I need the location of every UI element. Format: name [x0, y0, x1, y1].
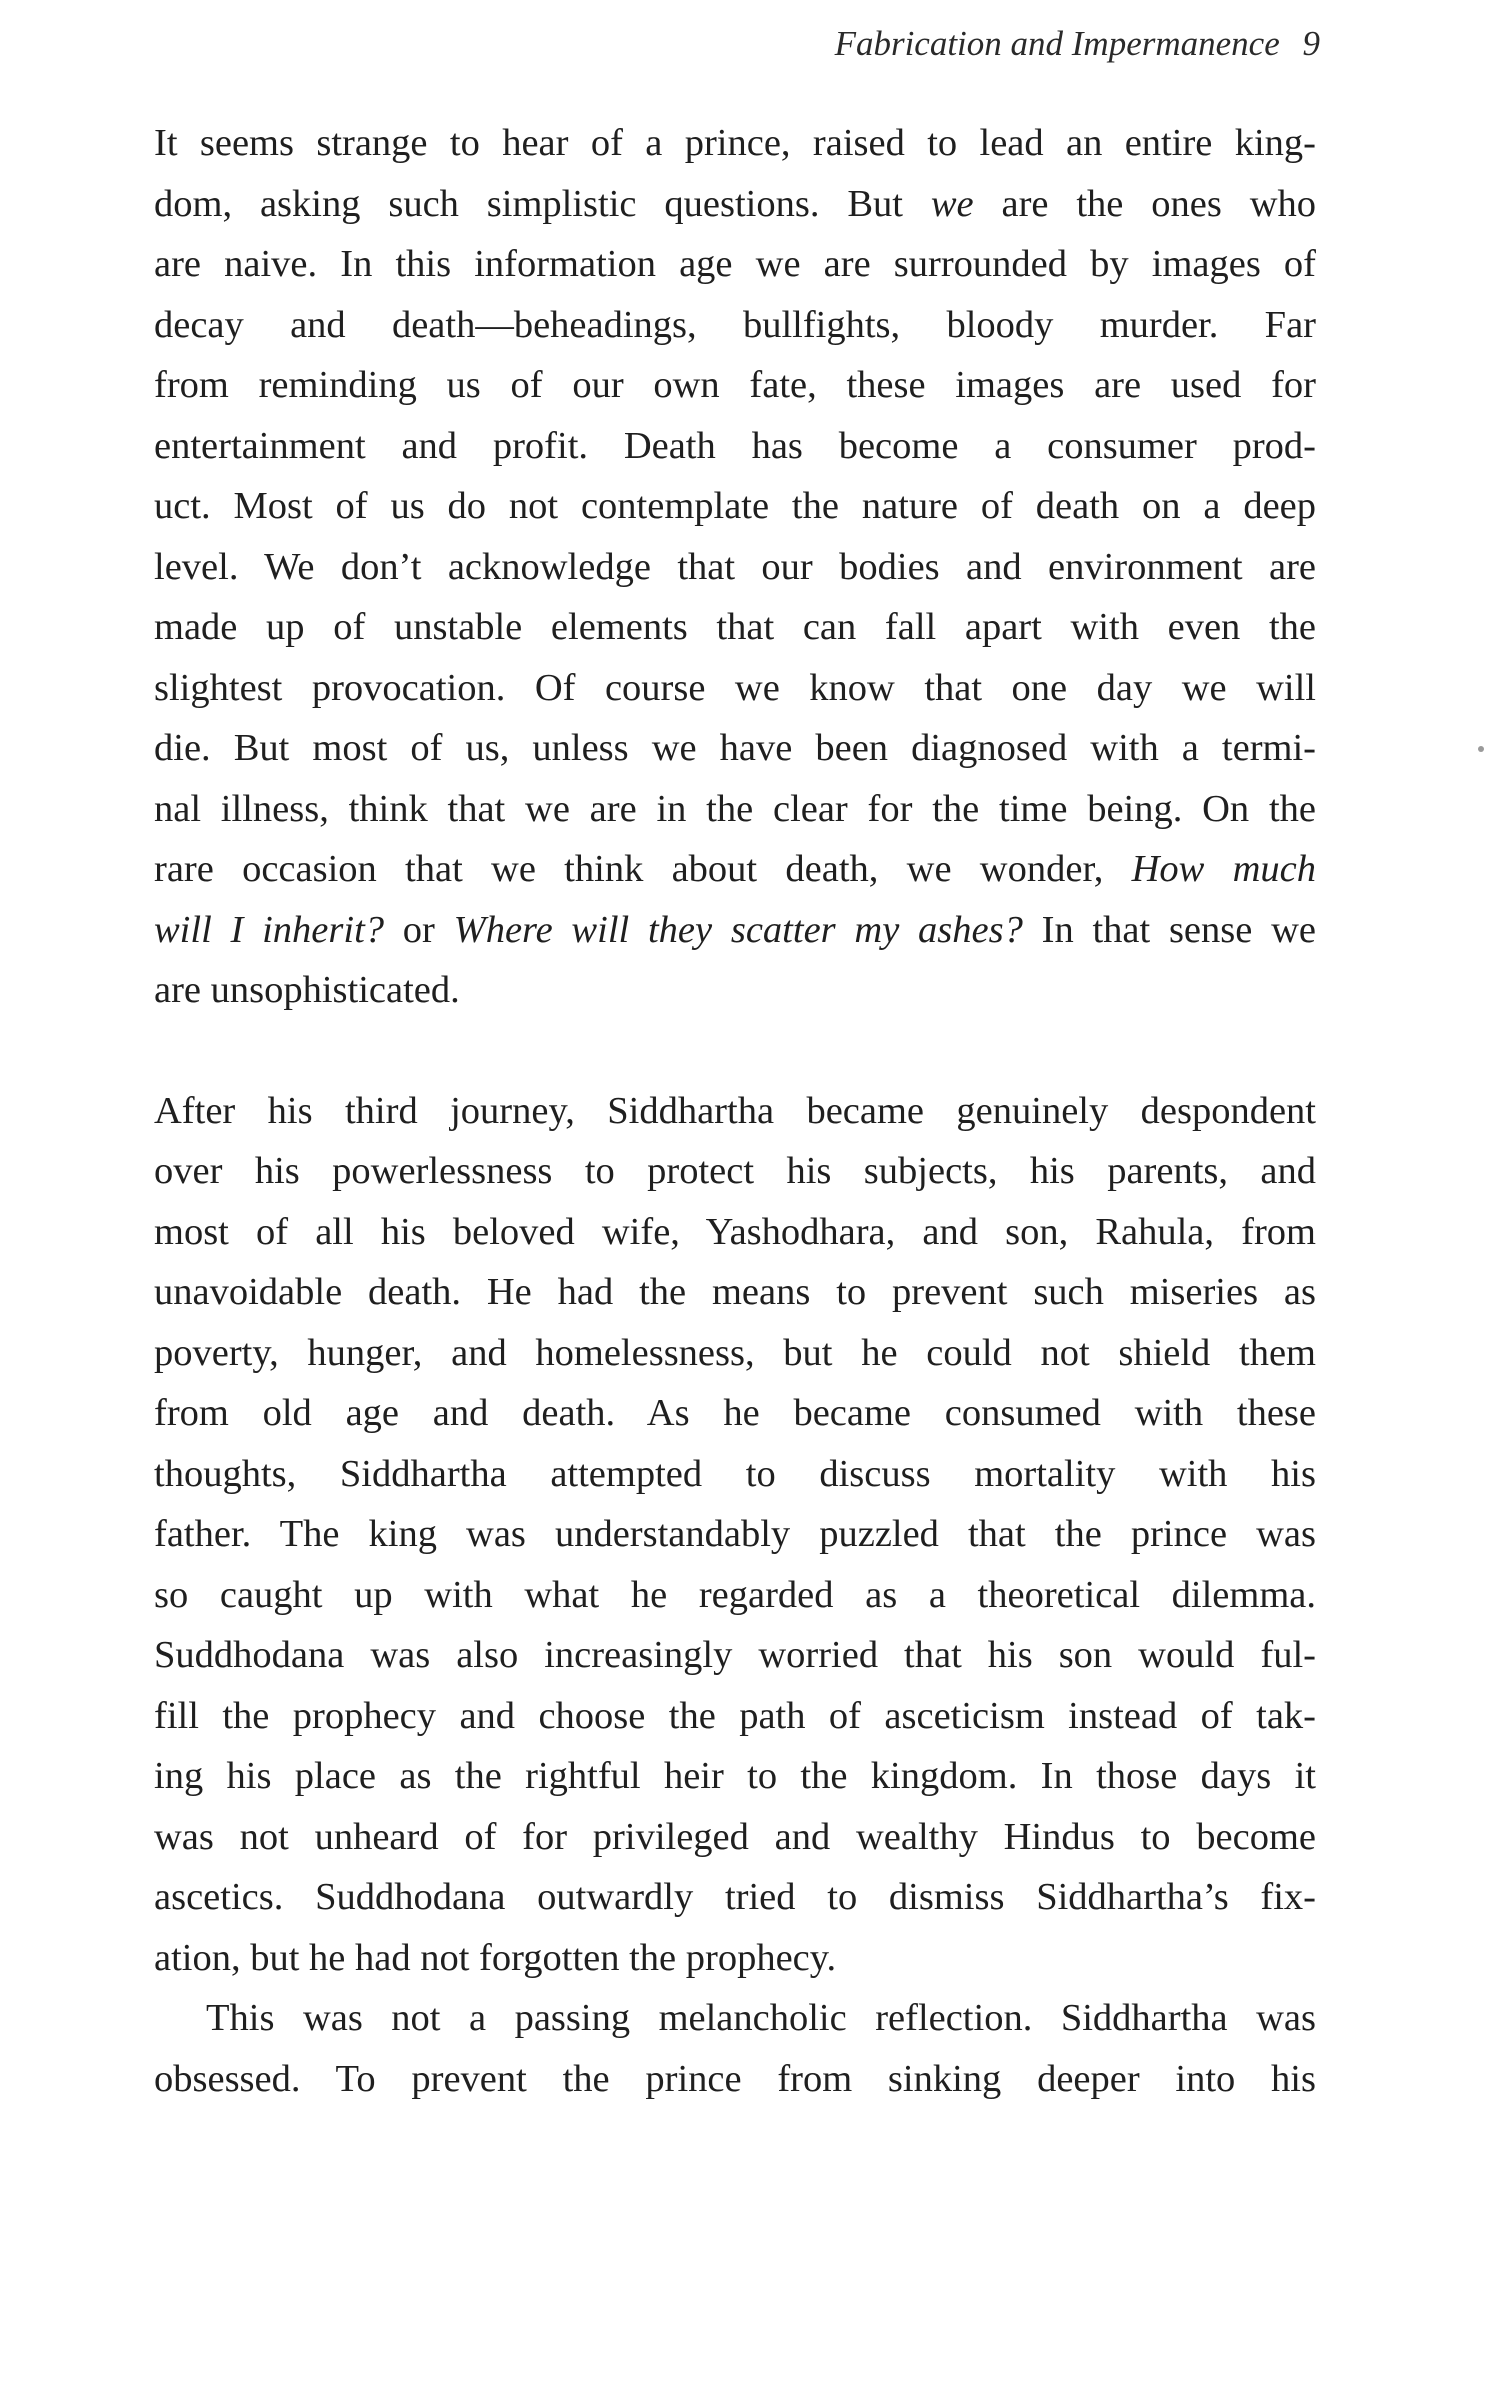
- text-line: level. We don’t acknowledge that our bodies and environment are: [154, 545, 1316, 588]
- text-line: obsessed. To prevent the prince from sinking deeper into his: [154, 2057, 1316, 2100]
- running-head: [150, 22, 1320, 66]
- text-line: Suddhodana was also increasingly worried that his son would ful-: [154, 1634, 1316, 1676]
- text-line: uct. Most of us do not contemplate the nature of death on a deep: [154, 485, 1316, 527]
- italic-text: we: [930, 182, 974, 225]
- text-line: so caught up with what he regarded as a theoretical dilemma.: [154, 1573, 1316, 1616]
- text-line: ing his place as the rightful heir to the kingdom. In those days it: [154, 1755, 1316, 1797]
- text-line: was not unheard of for privileged and wealthy Hindus to become: [154, 1815, 1316, 1858]
- italic-text: will I inherit?: [154, 908, 385, 951]
- text-line: from reminding us of our own fate, these images are used for: [154, 364, 1316, 406]
- scan-speck: [1478, 746, 1484, 752]
- text-line: over his powerlessness to protect his subjects, his parents, and: [154, 1150, 1316, 1192]
- paragraph-break: [154, 1021, 1316, 1081]
- paragraph: [154, 113, 1316, 1021]
- text-line: will I inherit? or Where will they scatter my ashes? In that sense we: [154, 908, 1316, 951]
- text-line: poverty, hunger, and homelessness, but he could not shield them: [154, 1331, 1316, 1374]
- text-line: It seems strange to hear of a prince, raised to lead an entire king-: [154, 122, 1316, 164]
- text-line: are unsophisticated.: [154, 969, 460, 1011]
- text-line: After his third journey, Siddhartha became genuinely despondent: [154, 1089, 1316, 1132]
- text-line: fill the prophecy and choose the path of asceticism instead of tak-: [154, 1694, 1316, 1737]
- text-line: rare occasion that we think about death, we wonder, How much: [154, 848, 1317, 890]
- text-line: slightest provocation. Of course we know that one day we will: [154, 666, 1316, 709]
- text-line: nal illness, think that we are in the clear for the time being. On the: [154, 787, 1316, 830]
- italic-text: Where will they scatter my ashes?: [453, 908, 1023, 951]
- text-line: made up of unstable elements that can fall apart with even the: [154, 606, 1316, 648]
- text-line: father. The king was understandably puzzled that the prince was: [154, 1513, 1316, 1555]
- italic-text: How much: [1131, 848, 1317, 890]
- chapter-title: Fabrication and Impermanence: [834, 24, 1280, 63]
- page-number: 9: [1302, 24, 1320, 63]
- text-line: ation, but he had not forgotten the prophecy.: [154, 1936, 837, 1979]
- text-line: This was not a passing melancholic reflection. Siddhartha was: [206, 1997, 1316, 2039]
- paragraph: [154, 1988, 1316, 2109]
- body-text: [154, 113, 1316, 2109]
- text-line: dom, asking such simplistic questions. But we are the ones who: [154, 182, 1317, 225]
- paragraph: [154, 1081, 1316, 1989]
- text-line: most of all his beloved wife, Yashodhara, and son, Rahula, from: [154, 1210, 1316, 1253]
- text-line: are naive. In this information age we are surrounded by images of: [154, 243, 1316, 285]
- text-line: unavoidable death. He had the means to prevent such miseries as: [154, 1271, 1316, 1313]
- text-line: ascetics. Suddhodana outwardly tried to dismiss Siddhartha’s fix-: [154, 1876, 1316, 1918]
- text-line: thoughts, Siddhartha attempted to discuss mortality with his: [154, 1452, 1316, 1495]
- text-line: die. But most of us, unless we have been diagnosed with a termi-: [154, 727, 1316, 769]
- text-line: entertainment and profit. Death has become a consumer prod-: [154, 424, 1316, 467]
- text-line: from old age and death. As he became consumed with these: [154, 1392, 1316, 1434]
- text-line: decay and death—beheadings, bullfights, bloody murder. Far: [154, 303, 1316, 346]
